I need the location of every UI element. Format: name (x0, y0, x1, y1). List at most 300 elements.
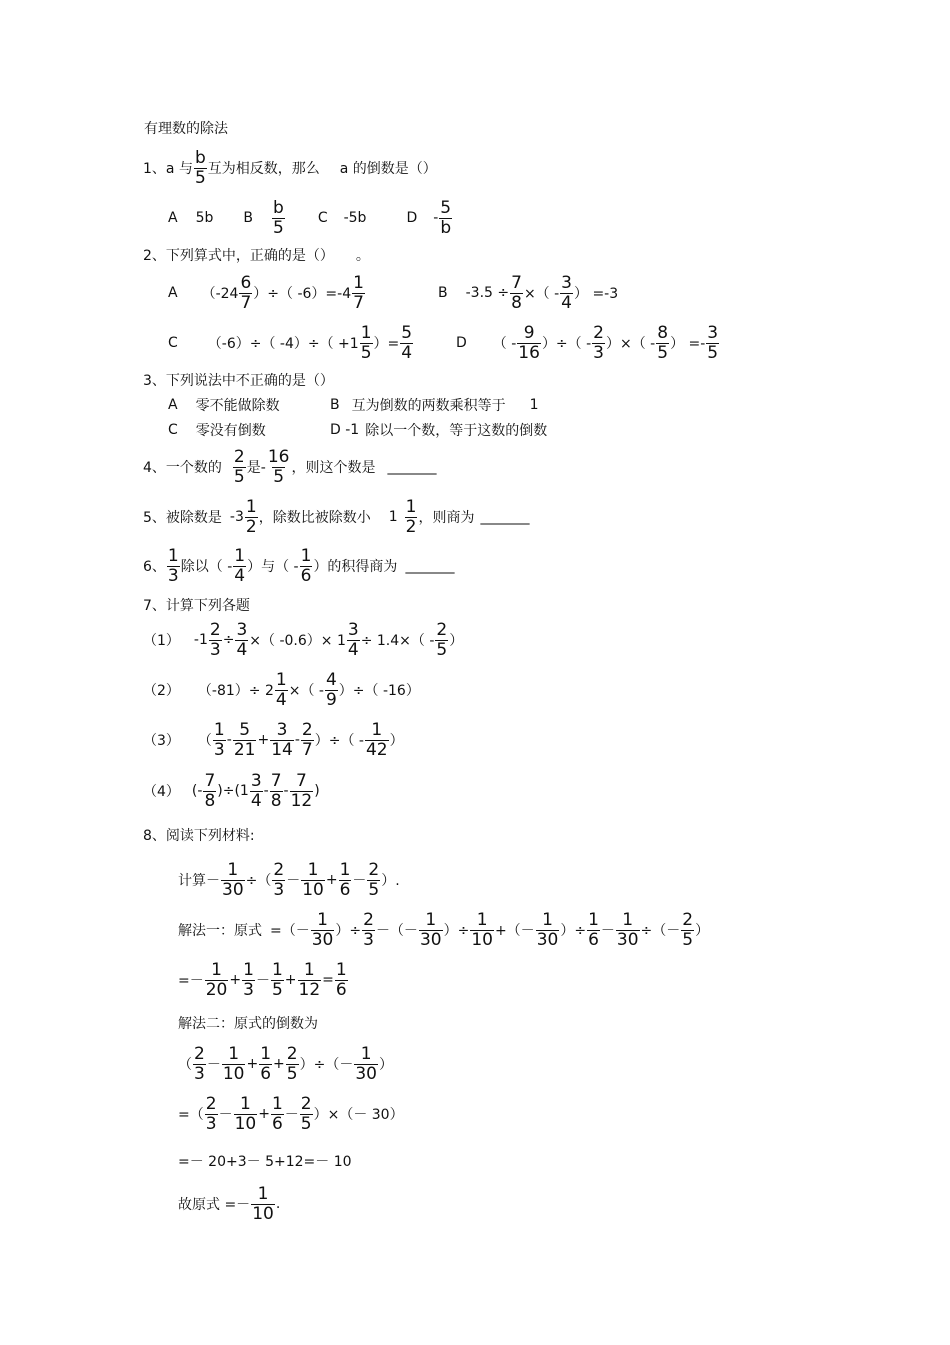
fraction (360, 324, 373, 363)
fraction (233, 721, 257, 760)
numerator: 8 (657, 322, 669, 343)
text-segment: 1、 (143, 161, 166, 177)
text-segment: + (273, 1056, 285, 1072)
text-segment: （ (197, 733, 212, 749)
fraction (301, 721, 314, 760)
text-segment: ÷（ (245, 873, 272, 889)
answer-blank: _______ (480, 509, 530, 525)
text-segment: － (206, 1057, 221, 1073)
text-segment: 互为倒数的两数乘积等于 (351, 398, 506, 414)
denominator: 7 (301, 739, 313, 760)
denominator: 30 (536, 929, 559, 950)
denominator: 5 (272, 217, 284, 238)
denominator: 30 (222, 879, 244, 900)
text-segment: ）的积得商为 (313, 559, 398, 575)
numerator: 2 (363, 909, 374, 930)
numerator: 5 (440, 197, 452, 218)
numerator: 2 (368, 859, 380, 880)
text-segment: （4） (143, 784, 180, 800)
fraction (362, 911, 375, 950)
fraction (347, 621, 360, 660)
fraction (681, 911, 694, 950)
text-segment: C (317, 210, 328, 226)
text-segment: ）÷（－ (299, 1057, 354, 1073)
denominator: 8 (204, 790, 216, 811)
text-segment: － (284, 1107, 299, 1123)
numerator: 1 (317, 909, 328, 930)
text-segment: + (258, 1106, 270, 1122)
numerator: 2 (233, 446, 245, 467)
denominator: 4 (250, 790, 262, 811)
numerator: 1 (227, 859, 239, 880)
text-segment: 5b (195, 210, 214, 226)
fraction (209, 621, 222, 660)
numerator: 2 (194, 1043, 205, 1064)
denominator: 6 (300, 565, 312, 586)
denominator: 3 (363, 929, 374, 950)
denominator: 12 (290, 790, 313, 811)
text-segment: - (226, 732, 232, 748)
fraction (301, 861, 325, 900)
fraction (339, 861, 352, 900)
numerator: 1 (622, 909, 634, 930)
text-segment: － (255, 973, 270, 989)
denominator: 2 (405, 516, 417, 537)
fraction (286, 1045, 299, 1084)
numerator: 1 (360, 1043, 372, 1064)
numerator: 1 (405, 496, 417, 517)
text-segment: ） (695, 923, 710, 939)
fraction (335, 961, 348, 1000)
numerator: 1 (303, 959, 315, 980)
numerator: 1 (542, 909, 553, 930)
text-segment: ） (378, 1057, 393, 1073)
text-segment: （2） (143, 683, 180, 699)
denominator: 5 (273, 466, 285, 487)
denominator: 5 (707, 342, 719, 363)
text-segment: C (168, 422, 178, 438)
text-segment: ）. (381, 873, 400, 889)
text-segment: )÷(1 (217, 783, 249, 799)
text-segment: - (294, 732, 300, 748)
text-segment: 除以一个数，等于这数的倒数 (365, 423, 548, 439)
fraction (167, 547, 180, 586)
text-segment: ）×（－ 30） (313, 1107, 404, 1123)
denominator: 7 (240, 292, 252, 313)
numerator: 3 (561, 272, 572, 293)
text-segment: （1） (143, 633, 180, 649)
text-segment: 互为相反数，那么 (207, 161, 320, 177)
numerator: 1 (339, 859, 351, 880)
numerator: 1 (234, 545, 246, 566)
denominator: 30 (311, 929, 334, 950)
fraction (536, 911, 560, 950)
fraction (311, 911, 335, 950)
text-segment: ÷ 1.4×（ - (360, 633, 435, 649)
text-segment: 故原式 =－ (178, 1197, 251, 1213)
text-segment: ÷ (222, 632, 235, 648)
fraction (405, 498, 418, 537)
text-segment: ×（ - (288, 683, 324, 699)
fraction (235, 621, 248, 660)
numerator: 1 (213, 719, 225, 740)
text-segment: － (600, 923, 615, 939)
denominator: 6 (271, 1113, 283, 1134)
text-segment: C (168, 335, 178, 351)
denominator: 21 (233, 739, 256, 760)
text-segment: + (246, 1056, 259, 1072)
numerator: 1 (167, 545, 179, 566)
fraction (250, 772, 263, 811)
fraction (245, 498, 258, 537)
text-segment: ） (389, 733, 404, 749)
fraction (706, 324, 719, 363)
text-segment: ）= (373, 336, 400, 352)
numerator: 1 (271, 1093, 283, 1114)
text-segment: =（－ (270, 923, 310, 939)
fraction (233, 547, 246, 586)
denominator: 9 (325, 689, 337, 710)
fraction (352, 274, 365, 313)
denominator: 10 (252, 1203, 274, 1224)
numerator: 2 (593, 322, 604, 343)
numerator: 1 (476, 909, 488, 930)
numerator: 1 (300, 545, 312, 566)
numerator: 2 (436, 619, 448, 640)
denominator: 12 (298, 979, 321, 1000)
fraction (510, 274, 523, 313)
numerator: 7 (204, 770, 216, 791)
text-segment: ） =-3 (574, 286, 619, 302)
numerator: 3 (276, 719, 288, 740)
denominator: 5 (657, 342, 669, 363)
text-segment: 有理数的除法 (144, 121, 228, 137)
denominator: 10 (471, 929, 493, 950)
numerator: 1 (425, 909, 437, 930)
text-segment: ）÷（ - (314, 733, 364, 749)
text-segment: -5b (343, 210, 367, 226)
fraction (470, 911, 494, 950)
fraction (221, 861, 245, 900)
numerator: 16 (267, 446, 290, 467)
text-segment: - (283, 783, 289, 799)
text-segment: （-24 (201, 286, 239, 302)
denominator: 5 (300, 1113, 312, 1134)
fraction (592, 324, 605, 363)
text-segment: =（ (178, 1107, 204, 1123)
denominator: 3 (194, 1063, 205, 1084)
numerator: 1 (228, 1043, 240, 1064)
fraction (271, 1095, 284, 1134)
numerator: 2 (205, 1093, 217, 1114)
text-segment: －（－ (375, 923, 418, 939)
numerator: 7 (270, 770, 282, 791)
text-segment: D (406, 210, 418, 226)
fraction (300, 1095, 313, 1134)
fraction (213, 721, 226, 760)
numerator: 6 (240, 272, 252, 293)
text-segment: ）÷（ - (541, 336, 592, 352)
fraction (517, 324, 541, 363)
numerator: 1 (275, 669, 287, 690)
denominator: 30 (355, 1063, 377, 1084)
text-segment: =－ 20+3－ 5+12=－ 10 (178, 1154, 352, 1170)
numerator: 2 (682, 909, 694, 930)
text-segment: （-81）÷ 2 (197, 683, 274, 699)
denominator: 10 (222, 1063, 245, 1084)
fraction (242, 961, 255, 1000)
text-segment: 7、计算下列各题 (143, 598, 250, 614)
fraction (439, 199, 452, 238)
denominator: 20 (205, 979, 228, 1000)
text-segment: ，则这个数是 (291, 460, 376, 476)
fraction (272, 861, 285, 900)
denominator: 5 (368, 879, 380, 900)
numerator: 3 (347, 619, 359, 640)
numerator: 1 (371, 719, 383, 740)
text-segment: ÷（－ (640, 923, 681, 939)
text-segment: 。 (355, 248, 370, 264)
text-segment: - (433, 210, 439, 226)
fraction (354, 1045, 378, 1084)
denominator: 8 (270, 790, 282, 811)
numerator: 9 (523, 322, 535, 343)
text-segment: + (284, 972, 297, 988)
fraction (239, 274, 252, 313)
text-segment: 解法二：原式的倒数为 (178, 1016, 318, 1032)
denominator: 7 (353, 292, 364, 313)
fraction (251, 1185, 275, 1224)
text-segment: - (263, 783, 269, 799)
denominator: 2 (245, 516, 257, 537)
fraction (275, 671, 288, 710)
numerator: 2 (273, 859, 285, 880)
numerator: 1 (245, 496, 257, 517)
fraction (616, 911, 640, 950)
fraction (298, 961, 322, 1000)
denominator: 10 (234, 1113, 257, 1134)
text-segment: ）÷ (335, 923, 362, 939)
denominator: 10 (302, 879, 324, 900)
text-segment: ）×（ - (606, 336, 656, 352)
text-segment: 1 (388, 509, 398, 525)
text-segment: + (229, 972, 242, 988)
text-segment: ）÷（ -16） (338, 683, 420, 699)
text-segment: 6、 (143, 559, 166, 575)
numerator: 1 (588, 909, 599, 930)
fraction (325, 671, 338, 710)
text-segment: ×（ - (523, 286, 560, 302)
numerator: 3 (236, 619, 248, 640)
fraction (205, 1095, 218, 1134)
text-segment: 零没有倒数 (195, 423, 266, 439)
numerator: 5 (401, 322, 413, 343)
denominator: 4 (234, 565, 246, 586)
text-segment: B (330, 397, 340, 413)
denominator: 16 (518, 342, 540, 363)
text-segment: A (168, 285, 178, 301)
text-segment: ）÷ (560, 923, 587, 939)
fraction (205, 961, 229, 1000)
denominator: 42 (365, 739, 388, 760)
fraction (270, 721, 294, 760)
fraction (270, 772, 283, 811)
numerator: 5 (239, 719, 251, 740)
numerator: 1 (260, 1043, 272, 1064)
denominator: 6 (260, 1063, 272, 1084)
numerator: 2 (300, 1093, 312, 1114)
fraction (587, 911, 600, 950)
text-segment: ×（ -0.6）× 1 (249, 633, 346, 649)
text-segment: A (168, 397, 178, 413)
denominator: 5 (286, 1063, 298, 1084)
denominator: 8 (511, 292, 522, 313)
text-segment: + (257, 732, 270, 748)
text-segment: (- (191, 783, 203, 799)
text-segment: ) (314, 783, 320, 799)
text-segment: B (438, 285, 448, 301)
numerator: 2 (286, 1043, 298, 1064)
text-segment: （3） (143, 733, 180, 749)
text-segment: . (275, 1196, 281, 1212)
text-segment: D -1 (330, 422, 360, 438)
fraction (259, 1045, 272, 1084)
text-segment: = (322, 972, 334, 988)
numerator: 1 (211, 959, 222, 980)
numerator: 1 (335, 959, 347, 980)
denominator: 3 (593, 342, 604, 363)
numerator: 7 (511, 272, 522, 293)
numerator: 1 (239, 1093, 251, 1114)
text-segment: （ - (492, 336, 517, 352)
numerator: 1 (243, 959, 254, 980)
text-segment: +（－ (494, 923, 535, 939)
numerator: 1 (307, 859, 319, 880)
denominator: 3 (273, 879, 285, 900)
denominator: 5 (271, 979, 283, 1000)
numerator: 1 (360, 322, 372, 343)
text-segment: ，则商为 (418, 510, 475, 526)
fraction (272, 199, 285, 238)
text-segment: + (325, 872, 338, 888)
fraction (194, 149, 207, 188)
numerator: b (194, 147, 206, 168)
answer-blank: _______ (387, 459, 437, 475)
text-segment: -3.5 ÷ (465, 285, 510, 301)
denominator: 14 (271, 739, 293, 760)
text-segment: -3 (229, 509, 244, 525)
denominator: 5 (682, 929, 694, 950)
text-segment: ） =- (670, 336, 706, 352)
fraction (203, 772, 216, 811)
denominator: 3 (243, 979, 254, 1000)
numerator: 1 (257, 1183, 269, 1204)
denominator: 4 (561, 292, 572, 313)
denominator: 3 (209, 639, 221, 660)
fraction (435, 621, 448, 660)
denominator: 3 (205, 1113, 217, 1134)
denominator: 6 (588, 929, 599, 950)
fraction (419, 911, 443, 950)
fraction (560, 274, 573, 313)
text-segment: 5、被除数是 (143, 510, 222, 526)
numerator: b (273, 197, 284, 218)
fraction (271, 961, 284, 1000)
fraction (365, 721, 389, 760)
text-segment: ，除数比被除数小 (258, 510, 371, 526)
denominator: 4 (347, 639, 359, 660)
fraction (234, 1095, 258, 1134)
text-segment: B (243, 210, 253, 226)
fraction (193, 1045, 206, 1084)
text-segment: ）÷（ -6）=-4 (253, 286, 352, 302)
numerator: 3 (250, 770, 262, 791)
fraction (233, 448, 246, 487)
denominator: 5 (436, 639, 448, 660)
denominator: 5 (233, 466, 245, 487)
fraction (400, 324, 413, 363)
fraction (367, 861, 380, 900)
denominator: 4 (401, 342, 413, 363)
text-segment: -1 (193, 632, 208, 648)
text-segment: － (352, 873, 367, 889)
text-segment: 2、下列算式中，正确的是（） (143, 248, 334, 264)
denominator: 5 (360, 342, 372, 363)
text-segment: 除以（ - (180, 559, 233, 575)
denominator: 4 (275, 689, 287, 710)
numerator: 2 (301, 719, 313, 740)
numerator: 7 (296, 770, 307, 791)
text-segment: 3、下列说法中不正确的是（） (143, 373, 334, 389)
text-segment: 计算－ (178, 873, 220, 889)
fraction (290, 772, 314, 811)
fraction (267, 448, 291, 487)
numerator: 4 (325, 669, 337, 690)
text-segment: =－ (178, 973, 204, 989)
fraction (656, 324, 669, 363)
text-segment: 8、阅读下列材料: (143, 828, 255, 844)
denominator: 4 (236, 639, 248, 660)
text-segment: A (168, 210, 178, 226)
denominator: 30 (419, 929, 442, 950)
fraction (222, 1045, 246, 1084)
answer-blank: _______ (405, 558, 455, 574)
fraction (300, 547, 313, 586)
denominator: 3 (167, 565, 179, 586)
numerator: 2 (209, 619, 221, 640)
text-segment: （-6）÷（ -4）÷（ +1 (207, 336, 359, 352)
text-segment: 解法一：原式 (178, 923, 262, 939)
text-segment: 4、一个数的 (143, 460, 222, 476)
numerator: 1 (271, 959, 283, 980)
denominator: b (440, 217, 452, 238)
text-segment: D (456, 335, 467, 351)
text-segment: 1 (529, 397, 539, 413)
text-segment: ）÷ (443, 923, 470, 939)
denominator: 5 (194, 167, 206, 188)
denominator: 30 (616, 929, 639, 950)
numerator: 1 (353, 272, 364, 293)
text-segment: a 的倒数是（） (339, 161, 437, 177)
text-segment: a 与 (165, 161, 193, 177)
denominator: 6 (339, 879, 351, 900)
denominator: 3 (213, 739, 225, 760)
text-segment: （ (178, 1057, 192, 1073)
denominator: 6 (335, 979, 347, 1000)
numerator: 3 (707, 322, 719, 343)
text-segment: ）与（ - (247, 559, 299, 575)
text-segment: 零不能做除数 (195, 398, 280, 414)
